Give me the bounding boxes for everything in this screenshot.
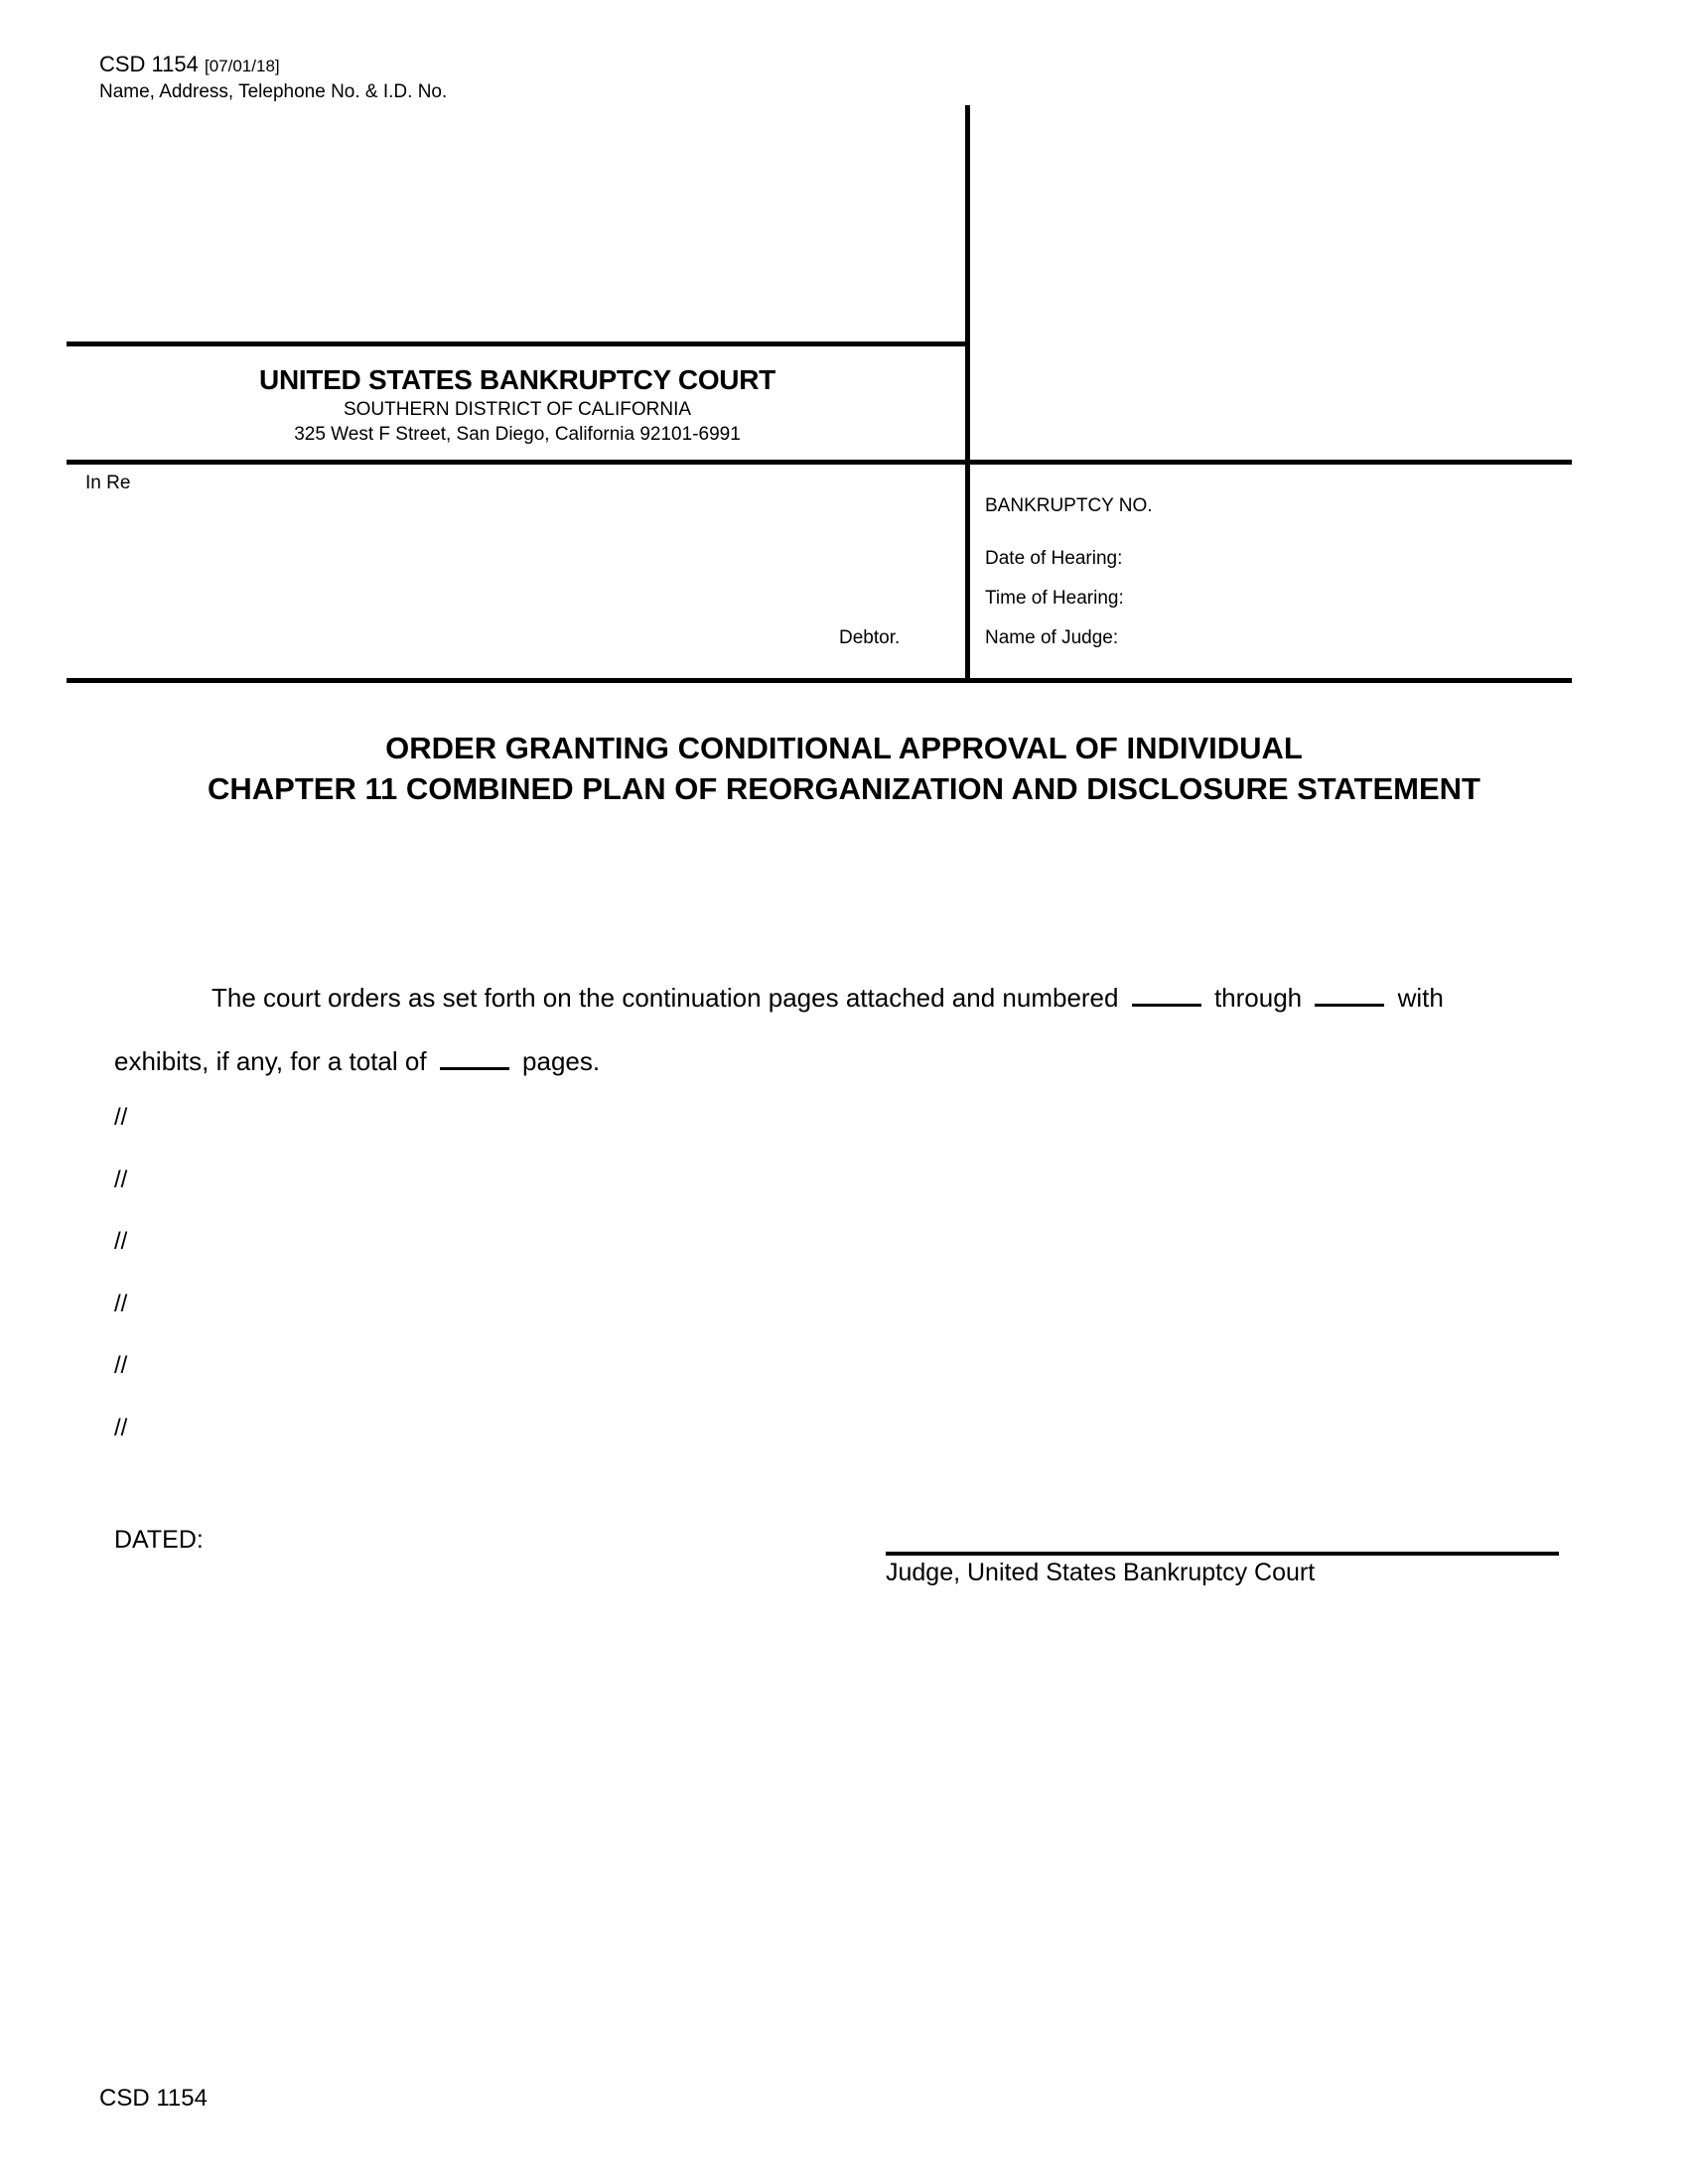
- end-page-blank[interactable]: [1315, 984, 1384, 1007]
- form-revision-date: [07/01/18]: [205, 57, 280, 75]
- footer-form-number: CSD 1154: [99, 2085, 208, 2112]
- judge-signature-label: Judge, United States Bankruptcy Court: [886, 1559, 1316, 1586]
- continuation-mark: //: [114, 1228, 128, 1255]
- dated-label: DATED:: [114, 1526, 204, 1554]
- court-heading: [67, 364, 968, 446]
- continuation-mark: //: [114, 1166, 128, 1193]
- order-title: [0, 728, 1688, 809]
- caption-top-rule: [67, 460, 1572, 465]
- bankruptcy-number-label: BANKRUPTCY NO.: [985, 495, 1153, 516]
- court-district: SOUTHERN DISTRICT OF CALIFORNIA: [343, 399, 692, 420]
- body-text: with: [1397, 983, 1444, 1013]
- date-of-hearing-label: Date of Hearing:: [985, 548, 1123, 569]
- body-text: pages.: [522, 1046, 601, 1076]
- total-pages-blank[interactable]: [440, 1047, 509, 1070]
- start-page-blank[interactable]: [1132, 984, 1201, 1007]
- time-of-hearing-label: Time of Hearing:: [985, 588, 1124, 609]
- order-title-line2: CHAPTER 11 COMBINED PLAN OF REORGANIZATION AND DISCLOSURE STATEMENT: [208, 771, 1480, 806]
- continuation-mark: //: [114, 1415, 128, 1441]
- form-number-text: CSD 1154: [99, 52, 199, 76]
- court-top-rule: [67, 341, 970, 346]
- continuation-mark: //: [114, 1291, 128, 1317]
- order-body-line1: [211, 983, 1444, 1014]
- continuation-mark: //: [114, 1352, 128, 1379]
- order-title-line1: ORDER GRANTING CONDITIONAL APPROVAL OF INDIVIDUAL: [385, 731, 1303, 765]
- caption-bottom-rule: [67, 678, 1572, 683]
- court-address: 325 West F Street, San Diego, California 92101-6991: [294, 424, 741, 445]
- in-re-label: In Re: [85, 473, 131, 493]
- body-text: exhibits, if any, for a total of: [114, 1046, 427, 1076]
- body-text: The court orders as set forth on the continuation pages attached and numbered: [211, 983, 1119, 1013]
- name-of-judge-label: Name of Judge:: [985, 627, 1119, 648]
- form-number: [99, 52, 280, 77]
- debtor-name-area[interactable]: [85, 501, 939, 620]
- court-name: UNITED STATES BANKRUPTCY COURT: [259, 364, 775, 395]
- judge-signature-line[interactable]: [886, 1552, 1559, 1556]
- attorney-contact-area[interactable]: [99, 109, 953, 338]
- order-body-line2: [114, 1046, 600, 1077]
- attorney-contact-label: Name, Address, Telephone No. & I.D. No.: [99, 81, 448, 102]
- body-text: through: [1213, 983, 1303, 1013]
- debtor-label: Debtor.: [839, 627, 901, 648]
- continuation-mark: //: [114, 1104, 128, 1131]
